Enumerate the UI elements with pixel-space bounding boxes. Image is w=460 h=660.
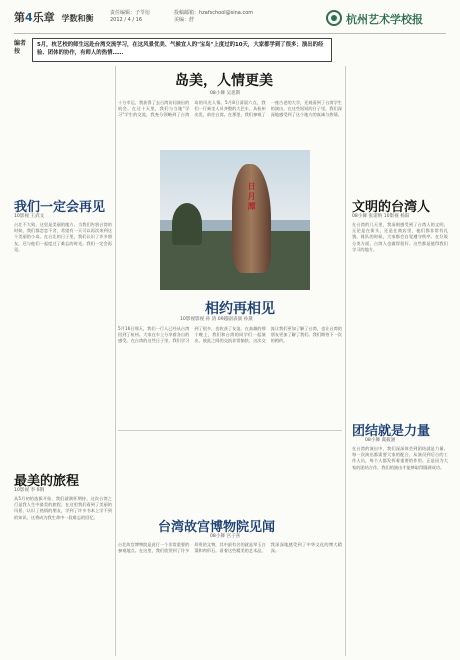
column-divider xyxy=(115,66,116,656)
school-logo xyxy=(326,7,446,31)
page-header xyxy=(14,6,446,34)
header-meta-right: 投稿邮箱：hzafschool@sina.com 美编：舒 xyxy=(174,10,254,23)
page-number: 第4乐章 学数和衡 xyxy=(14,11,94,24)
article-body: 台北不大致，这里是美丽的地方。当我们告别台湾的时候，我们都恋恋不舍，希望有一天可以再次来到这个美丽的小岛。在台北的日子里，我们认识了许多朋友，还与他们一起度过了难忘的时光。我们一定会再见。 xyxy=(14,222,112,252)
article-byline: 08小舞 吴思斯 xyxy=(210,91,241,96)
article-body: 十分幸运，我获得了去台湾访问演出的机会。在这十天里，我们与当地"学习"学生的交流，我充分领略到了台湾岛的风光人情。5月8日清晨六点，我们一行乘坐人员齐整的大巴车，从杭州出发，前往台湾。在那里，我们参观了一座古老的大学，还观看到了台湾学生的演出。在这些短短的日子里，我们深深地感受到了这个地方的真诚与热情。 xyxy=(118,100,342,118)
logo-text: 杭州艺术学校报 xyxy=(346,13,423,26)
article-byline: 08小舞 宫子喜 xyxy=(210,534,241,539)
article-body: 台北故宫博物院是此行一个非常重要的参观地点。在这里，我们欣赏到了许多珍贵的文物，其中最有名的就是翠玉白菜和肉形石。看着这些精美的艺术品，我深深地感受到了中华文化的博大精深。 xyxy=(118,542,342,554)
editor-note-label: 编者按 xyxy=(14,40,27,55)
article-title: 我们一定会再见 xyxy=(14,200,106,215)
section-divider xyxy=(118,430,342,431)
article-byline: 10影视 王武文 xyxy=(14,214,45,219)
article-body: 从5月初的选拔开始，我们就满怀期待。这次台湾之行是我人生中最美的旅程。在这里我们看到了美丽的风景，认识了热情的朋友，学到了许多书本上学不到的知识。这将成为我生命中一段难忘的回忆。 xyxy=(14,496,112,520)
article-body: 在台湾的几天里，我深刻感受到了台湾人的文明。无论是在街头，还是在商店里，他们都非常有礼貌。排队的时候，大家都会自觉遵守秩序。在垃圾分类方面，台湾人也做得很好。这些都是值得我们学习的地方。 xyxy=(352,222,448,252)
article-title: 台湾故宫博物院见闻 xyxy=(158,520,276,535)
column-divider xyxy=(345,66,346,656)
editor-note: 5月，杭艺校的师生远赴台湾交流学习，在这风景优美、气候宜人的"宝岛"上度过的10天，大家都学到了很多；演出的经验、团体的协作，有师人的热情…… xyxy=(32,38,332,62)
article-byline: 08小舞 虞筱涵 xyxy=(365,438,396,443)
section-name: 学数和衡 xyxy=(61,14,94,23)
article-body: 5月16日那天，我们一行人已经从台湾回到了杭州。大家在车上分享着各自的感受。在台湾的这些日子里，我们学习到了很多，也收获了友谊。在高雄的那个晚上，我们和台湾的同学们一起演出，彼此之间的交流非常愉快。这次交流让我们更加了解了台湾，也让台湾的朋友更加了解了我们。我们期待下一次的相约。 xyxy=(118,326,342,344)
rock-inscription: 日月潭 xyxy=(247,180,256,211)
article-title: 最美的旅程 xyxy=(14,474,80,489)
article-title: 团结就是力量 xyxy=(352,424,431,439)
article-body: 在台湾的演出中，我们深深体会到团结就是力量。每一次演出都需要大家的配合，从演员到后台的工作人员，每个人都发挥着重要的作用。正是因为大家的团结合作，我们的演出才能够取得圆满成功。 xyxy=(352,446,448,470)
logo-emblem-icon xyxy=(326,10,342,26)
page-number-value: 4 xyxy=(25,11,33,24)
article-title: 文明的台湾人 xyxy=(352,200,431,215)
article-byline: 10影视 李书钢 xyxy=(14,488,45,493)
article-title: 相约再相见 xyxy=(205,301,275,317)
article-title: 岛美，人情更美 xyxy=(175,73,273,89)
article-byline: 08小舞 张诺纳 10影视 杨阳 xyxy=(352,214,410,219)
article-byline: 10影视影视 孙 清 09越剧表演 孙黛 xyxy=(180,317,253,322)
landscape-photo xyxy=(160,150,310,290)
header-meta-left: 责任编辑：子苓衍 2012 / 4 / 16 xyxy=(110,10,151,23)
